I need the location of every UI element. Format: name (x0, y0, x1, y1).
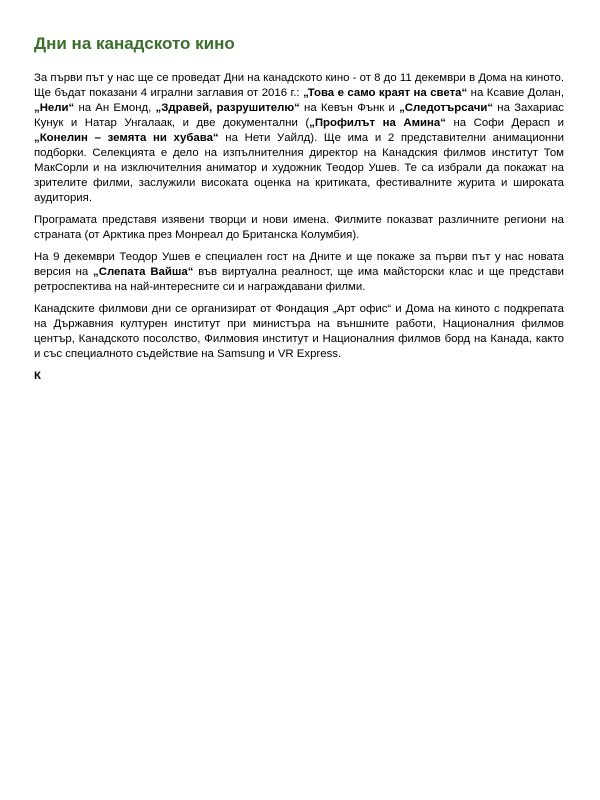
article-body (34, 71, 564, 384)
text-run: на Захариас Кунук и Натар Унгалаак, и две документални ( (34, 102, 564, 129)
text-run: на Ан Емонд, (74, 102, 156, 114)
paragraph-intro (34, 71, 564, 206)
text-run: на Ксавие Долан, (467, 87, 564, 99)
text-run: На 9 декември Теодор Ушев е специален гост на Дните и ще покаже за първи път у нас новата версия на (34, 251, 564, 278)
film-title: „Нели“ (34, 102, 75, 114)
film-title: „Това е само краят на света“ (303, 87, 468, 99)
text-run: на Софи Дерасп и (445, 117, 564, 129)
text-run: във виртуална реалност, ще има майсторски клас и ще представи ретроспектива на най-интересните си и награждавани филми. (34, 266, 564, 293)
film-title: „Здравей, разрушителю“ (155, 102, 300, 114)
film-title: „Слепата Вайша“ (93, 266, 194, 278)
document-page (34, 34, 564, 391)
text-run: на Кевън Фънк и (299, 102, 400, 114)
film-title: „Следотърсачи“ (399, 102, 494, 114)
trailing-letter: К (34, 370, 41, 382)
paragraph-organizers: Канадските филмови дни се организират от Фондация „Арт офис“ и Дома на киното с подкрепата на Държавния културен институт при министърa на външните работи, Националния филмов център, Канадското посолство, Филмовия институт и Националния филмов борд на Канада, както и със специалното съдействие на Samsung и VR Express. (34, 303, 564, 360)
paragraph-guest (34, 250, 564, 295)
page-title: Дни на канадското кино (34, 34, 235, 53)
film-title: „Конелин – земята ни хубава“ (34, 132, 219, 144)
text-run: За първи път у нас ще се проведат Дни на канадското кино - от 8 до 11 декември в Дома на киното. Ще бъдат показани 4 игрални заглавия от 2016 г.: (34, 72, 564, 99)
film-title: „Профилът на Амина“ (309, 117, 446, 129)
paragraph-program: Програмата представя изявени творци и нови имена. Филмите показват различните региони на страната (от Арктика през Монреал до Британска Колумбия). (34, 214, 564, 241)
text-run: на Нети Уайлд). Ще има и 2 представителни анимационни подборки. Селекцията е дело на изпълнителния директор на Канадския филмов институт Том МакСорли и на изключителния аниматор и художник Теодор Ушев. Те са избрали да покажат на зрителите филми, заслужили високата оценка на критиката, фестивалните журита и широката аудитория. (34, 132, 564, 204)
